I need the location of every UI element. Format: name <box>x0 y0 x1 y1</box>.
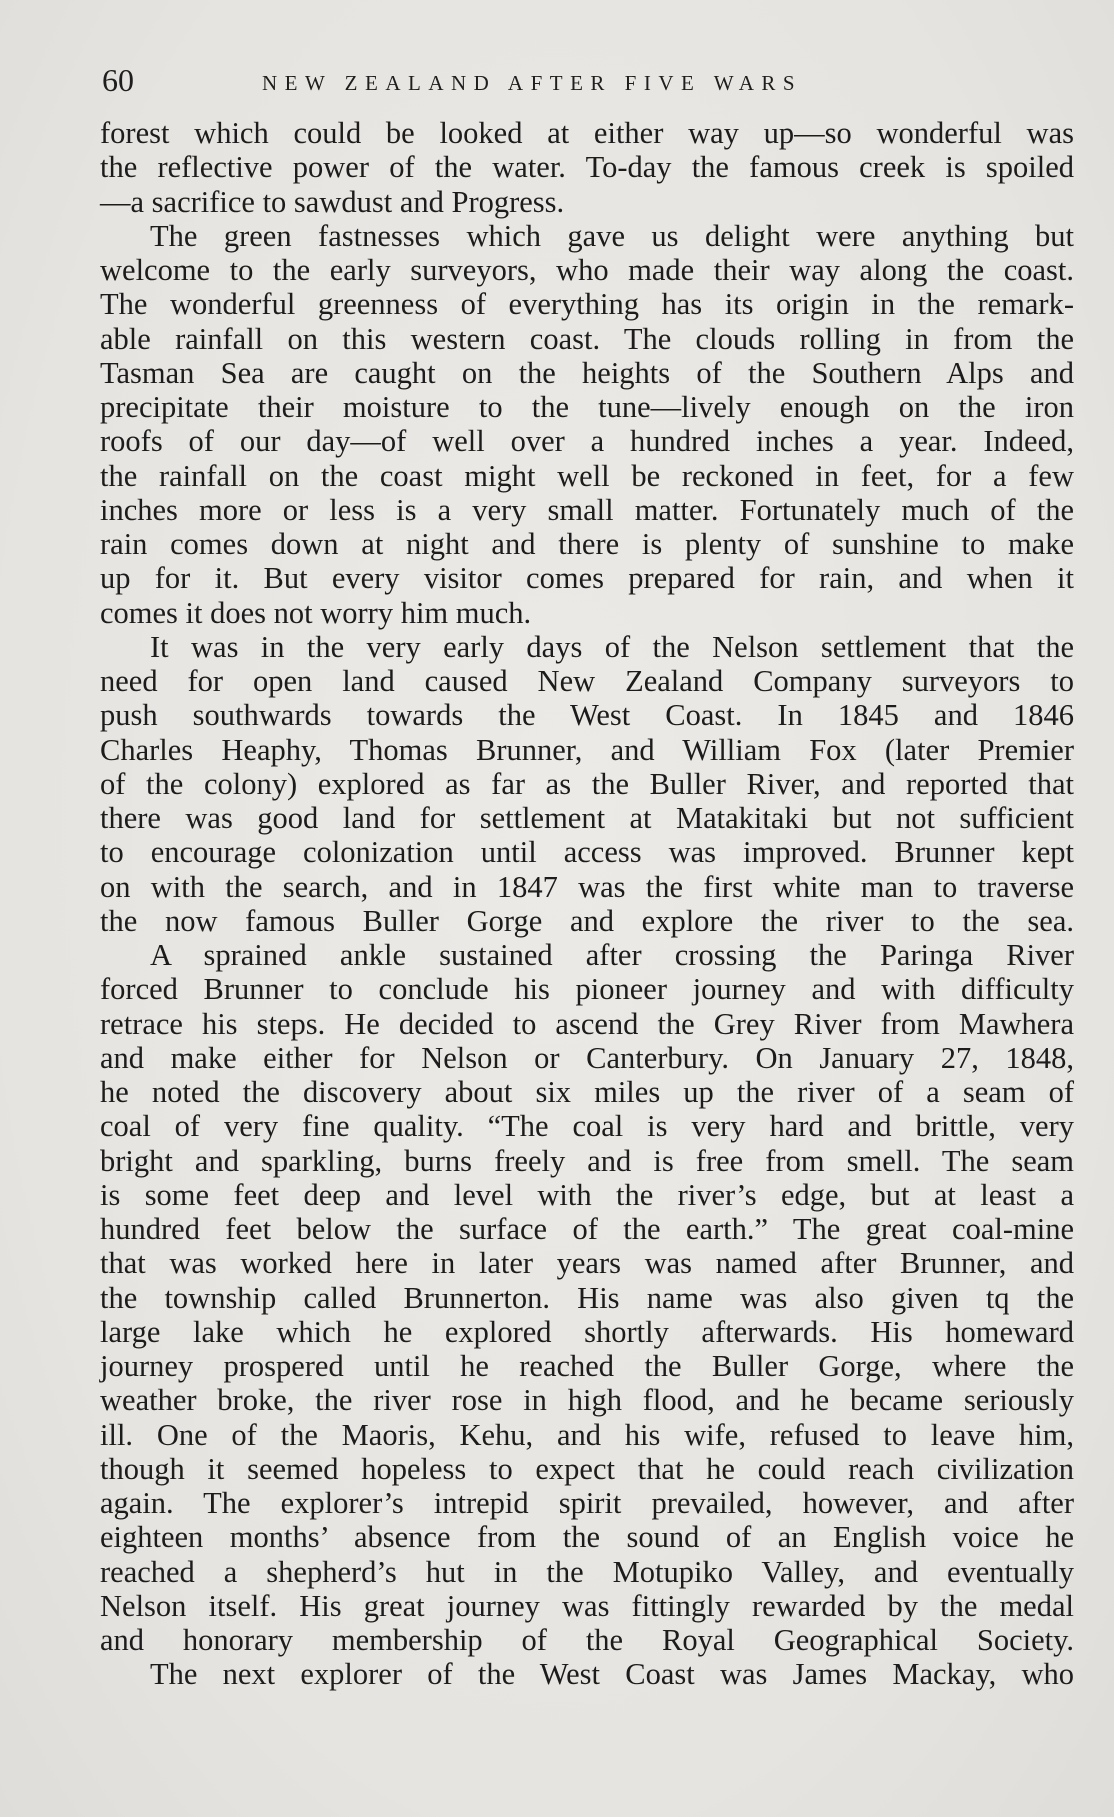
text-line: journey prospered until he reached the Buller Gorge, where the <box>100 1349 1074 1383</box>
page-number: 60 <box>102 62 134 98</box>
text-line: reached a shepherd’s hut in the Motupiko Valley, and eventually <box>100 1554 1074 1589</box>
text-line: up for it. But every visitor comes prepared for rain, and when it <box>100 561 1074 596</box>
text-line: on with the search, and in 1847 was the first white man to traverse <box>100 869 1074 904</box>
text-line: hundred feet below the surface of the earth.” The great coal-mine <box>100 1212 1074 1246</box>
text-line: It was in the very early days of the Nelson settlement that the <box>150 629 1074 664</box>
text-line: rain comes down at night and there is plenty of sunshine to make <box>100 527 1074 561</box>
body-text <box>100 116 1074 1692</box>
text-line: need for open land caused New Zealand Company surveyors to <box>100 664 1074 698</box>
text-line: roofs of our day—of well over a hundred inches a year. Indeed, <box>100 424 1074 459</box>
text-line: the rainfall on the coast might well be reckoned in feet, for a few <box>100 458 1074 493</box>
text-line: comes it does not worry him much. <box>100 595 532 630</box>
text-line: The next explorer of the West Coast was James Mackay, who <box>150 1657 1074 1692</box>
page-header <box>102 62 1082 102</box>
text-line: of the colony) explored as far as the Buller River, and reported that <box>100 766 1074 801</box>
text-line: precipitate their moisture to the tune—lively enough on the iron <box>100 390 1074 424</box>
text-line: bright and sparkling, burns freely and is free from smell. The seam <box>100 1143 1074 1178</box>
text-line: again. The explorer’s intrepid spirit prevailed, however, and after <box>100 1486 1074 1520</box>
text-line: the township called Brunnerton. His name was also given tq the <box>100 1280 1074 1315</box>
text-line: he noted the discovery about six miles up the river of a seam of <box>100 1075 1074 1109</box>
text-line: coal of very fine quality. “The coal is very hard and brittle, very <box>100 1109 1074 1144</box>
text-line: eighteen months’ absence from the sound of an English voice he <box>100 1520 1074 1555</box>
text-line: is some feet deep and level with the river’s edge, but at least a <box>100 1177 1074 1212</box>
text-line: able rainfall on this western coast. The clouds rolling in from the <box>100 321 1074 356</box>
text-line: weather broke, the river rose in high flood, and he became seriously <box>100 1383 1074 1418</box>
text-line: forced Brunner to conclude his pioneer journey and with difficulty <box>100 972 1074 1007</box>
text-line: —a sacrifice to sawdust and Progress. <box>100 184 565 219</box>
text-line: large lake which he explored shortly afterwards. His homeward <box>100 1314 1074 1349</box>
text-line: Nelson itself. His great journey was fittingly rewarded by the medal <box>100 1588 1074 1623</box>
text-line: inches more or less is a very small matter. Fortunately much of the <box>100 492 1074 527</box>
text-line: A sprained ankle sustained after crossing the Paringa River <box>150 938 1074 972</box>
text-line: Charles Heaphy, Thomas Brunner, and William Fox (later Premier <box>100 732 1074 767</box>
text-line: forest which could be looked at either way up—so wonderful was <box>100 116 1074 150</box>
text-line: ill. One of the Maoris, Kehu, and his wife, refused to leave him, <box>100 1417 1074 1452</box>
text-line: welcome to the early surveyors, who made their way along the coast. <box>100 253 1074 287</box>
text-line: the reflective power of the water. To-day the famous creek is spoiled <box>100 150 1074 185</box>
text-line: that was worked here in later years was named after Brunner, and <box>100 1246 1074 1281</box>
text-line: The wonderful greenness of everything has its origin in the remark- <box>100 287 1074 322</box>
text-line: Tasman Sea are caught on the heights of the Southern Alps and <box>100 355 1074 390</box>
text-line: and make either for Nelson or Canterbury. On January 27, 1848, <box>100 1040 1074 1075</box>
text-line: though it seemed hopeless to expect that he could reach civilization <box>100 1451 1074 1486</box>
running-head: NEW ZEALAND AFTER FIVE WARS <box>262 71 803 95</box>
text-line: the now famous Buller Gorge and explore the river to the sea. <box>100 903 1074 938</box>
text-line: and honorary membership of the Royal Geographical Society. <box>100 1623 1074 1657</box>
text-line: push southwards towards the West Coast. In 1845 and 1846 <box>100 698 1074 733</box>
text-line: retrace his steps. He decided to ascend the Grey River from Mawhera <box>100 1006 1074 1041</box>
text-line: to encourage colonization until access was improved. Brunner kept <box>100 835 1074 870</box>
text-line: there was good land for settlement at Matakitaki but not sufficient <box>100 801 1074 835</box>
text-line: The green fastnesses which gave us delight were anything but <box>150 218 1074 253</box>
